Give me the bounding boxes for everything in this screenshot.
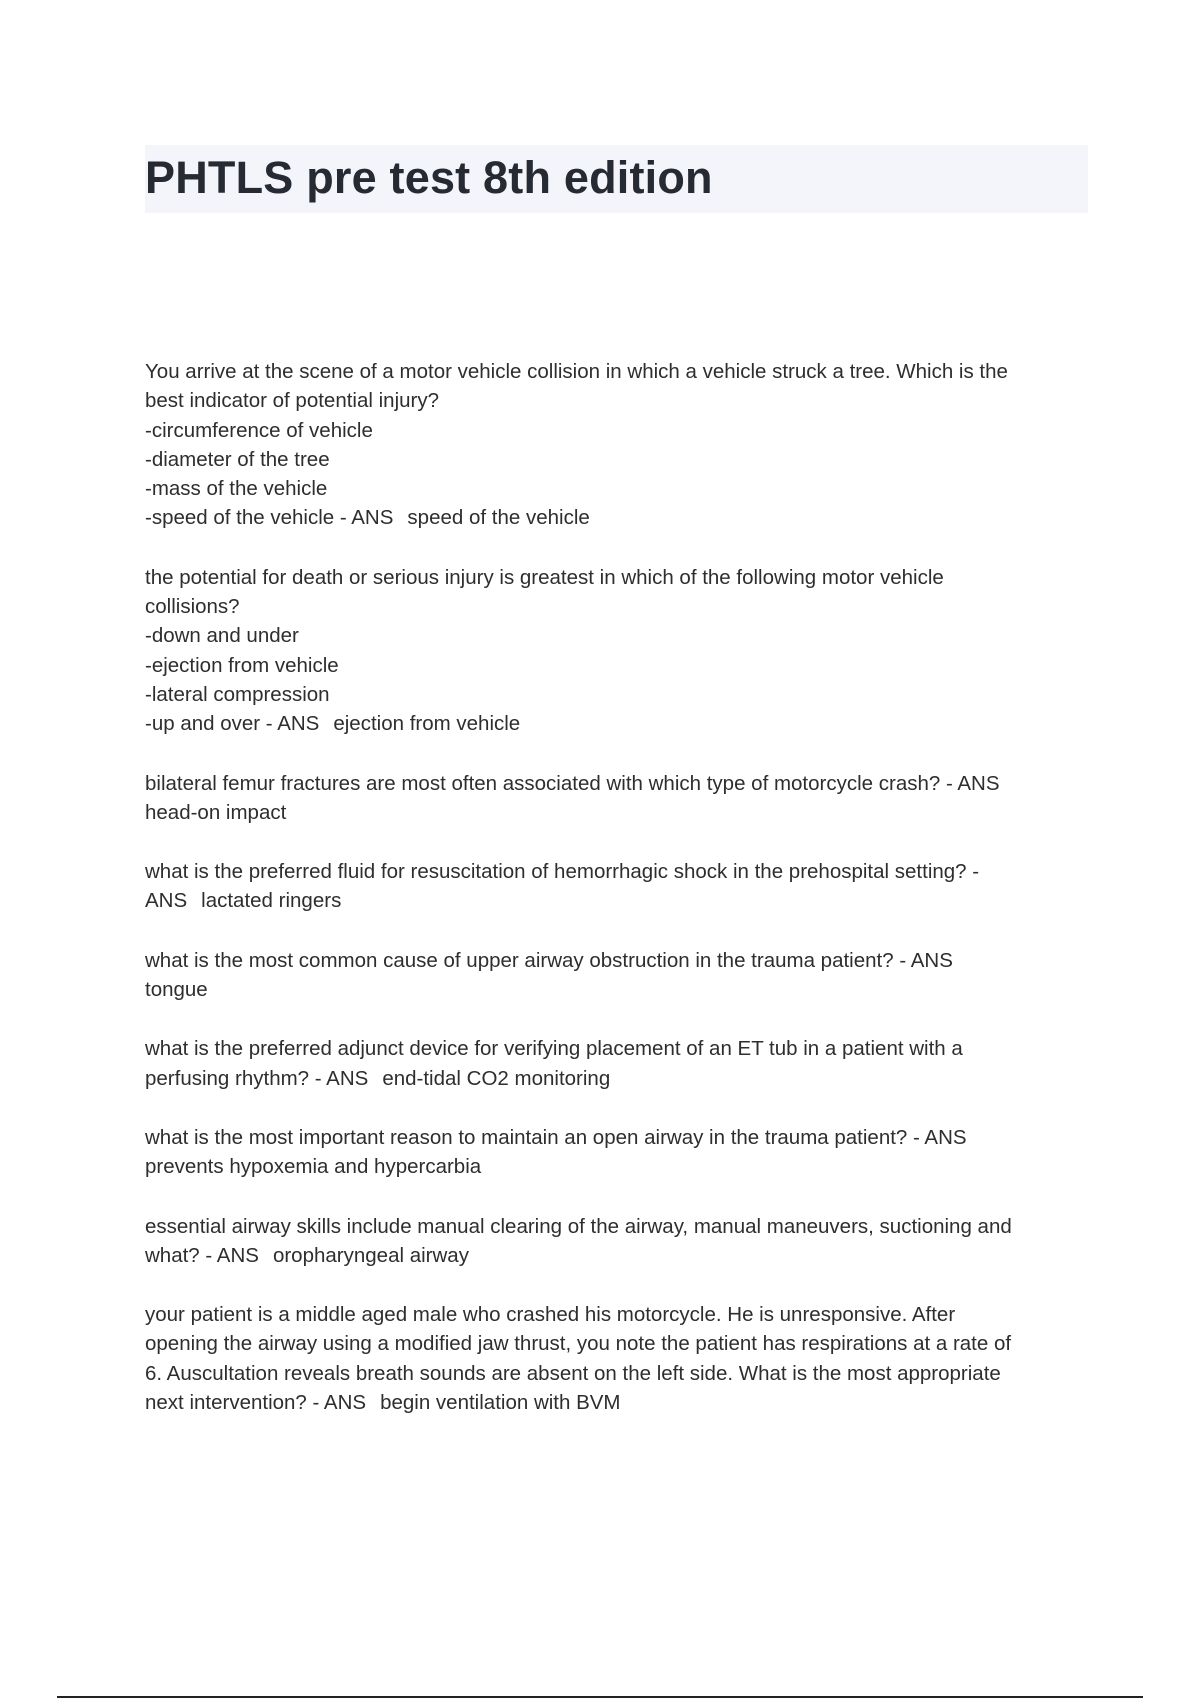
answer-text: tongue: [145, 978, 208, 1002]
qa-item: [145, 357, 1085, 533]
question-tail: what? - ANS: [145, 1243, 259, 1267]
question-line: 6. Auscultation reveals breath sounds are absent on the left side. What is the most appropriate: [145, 1361, 1001, 1385]
answer-line: [145, 1152, 1085, 1181]
qa-item: [145, 1212, 1085, 1271]
question-line: bilateral femur fractures are most often associated with which type of motorcycle crash? - ANS: [145, 771, 1000, 795]
document-title: PHTLS pre test 8th edition: [145, 152, 713, 203]
question-line: essential airway skills include manual clearing of the airway, manual maneuvers, suctioning and: [145, 1214, 1012, 1238]
answer-line: [145, 709, 1085, 738]
answer-line: [145, 798, 1085, 827]
answer-line: [145, 1388, 1085, 1417]
question-line: your patient is a middle aged male who crashed his motorcycle. He is unresponsive. After: [145, 1303, 956, 1327]
answer-text: end-tidal CO2 monitoring: [382, 1066, 611, 1090]
option-ans-prefix: -up and over - ANS: [145, 712, 320, 736]
qa-item: [145, 1300, 1085, 1417]
answer-text: begin ventilation with BVM: [380, 1391, 621, 1415]
question-tail: next intervention? - ANS: [145, 1391, 367, 1415]
option-line: -mass of the vehicle: [145, 477, 328, 501]
question-line: best indicator of potential injury?: [145, 389, 440, 413]
qa-list: [145, 357, 1085, 1447]
footer-divider: [57, 1696, 1143, 1698]
title-band: [145, 145, 1088, 213]
answer-line: [145, 1064, 1085, 1093]
answer-line: [145, 886, 1085, 915]
qa-item: [145, 946, 1085, 1005]
question-line: what is the most important reason to maintain an open airway in the trauma patient? - ANS: [145, 1125, 967, 1149]
option-line: -lateral compression: [145, 682, 330, 706]
option-line: -diameter of the tree: [145, 447, 330, 471]
question-line: You arrive at the scene of a motor vehicle collision in which a vehicle struck a tree. Which is the: [145, 360, 1008, 383]
question-line: collisions?: [145, 595, 240, 619]
answer-text: speed of the vehicle: [407, 506, 590, 530]
question-line: what is the preferred adjunct device for verifying placement of an ET tub in a patient with a: [145, 1037, 963, 1061]
question-line: what is the preferred fluid for resuscitation of hemorrhagic shock in the prehospital setting? -: [145, 860, 980, 884]
qa-item: [145, 563, 1085, 739]
answer-line: [145, 975, 1085, 1004]
ans-prefix: ANS: [145, 889, 188, 913]
qa-item: [145, 1034, 1085, 1093]
answer-text: oropharyngeal airway: [272, 1243, 469, 1267]
option-line: -down and under: [145, 624, 299, 648]
question-tail: perfusing rhythm? - ANS: [145, 1066, 369, 1090]
question-line: what is the most common cause of upper airway obstruction in the trauma patient? - ANS: [145, 948, 953, 972]
answer-line: [145, 1241, 1085, 1270]
answer-text: ejection from vehicle: [333, 712, 521, 736]
qa-item: [145, 857, 1085, 916]
qa-item: [145, 1123, 1085, 1182]
option-line: -ejection from vehicle: [145, 653, 339, 677]
answer-line: [145, 503, 1085, 532]
answer-text: lactated ringers: [201, 889, 342, 913]
question-line: opening the airway using a modified jaw thrust, you note the patient has respirations at a rate of: [145, 1332, 1012, 1356]
qa-item: [145, 769, 1085, 828]
question-line: the potential for death or serious injury is greatest in which of the following motor vehicle: [145, 565, 944, 589]
answer-text: prevents hypoxemia and hypercarbia: [145, 1155, 482, 1179]
answer-text: head-on impact: [145, 800, 287, 824]
option-line: -circumference of vehicle: [145, 418, 373, 442]
option-ans-prefix: -speed of the vehicle - ANS: [145, 506, 394, 530]
